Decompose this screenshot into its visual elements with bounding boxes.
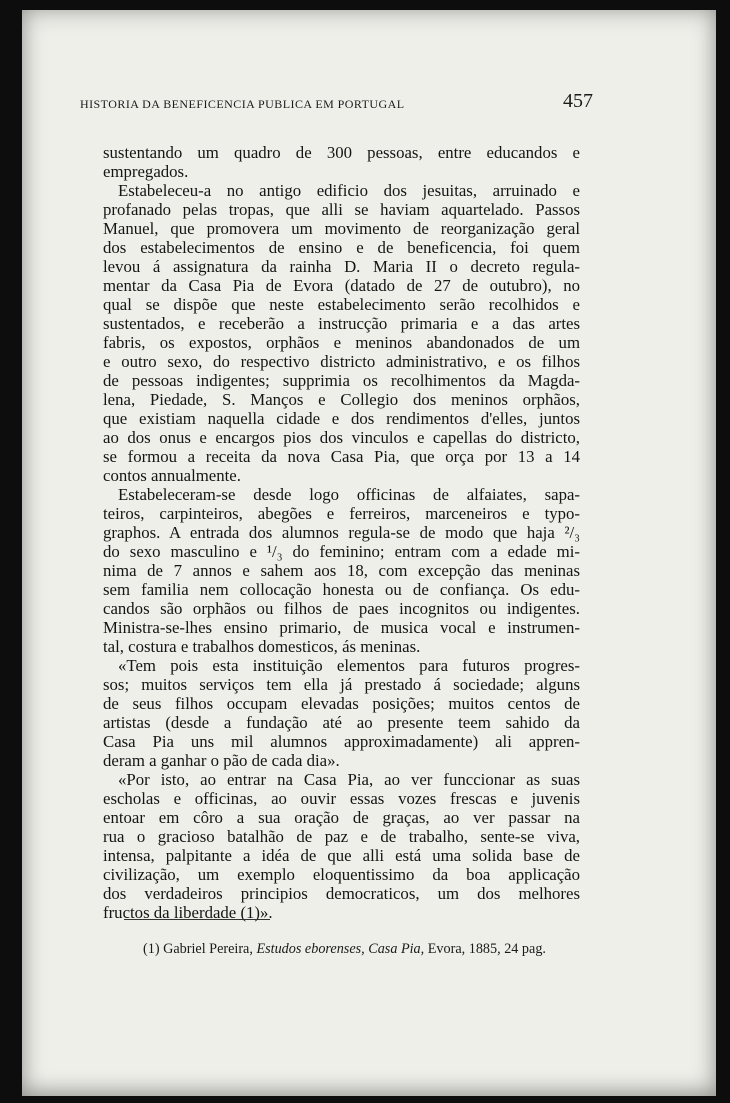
text-line: e outro sexo, do respectivo districto administrativo, e os filhos bbox=[103, 352, 580, 371]
text-line: entoar em côro a sua oração de graças, ao ver passar na bbox=[103, 808, 580, 827]
text-line: qual se dispõe que neste estabelecimento serão recolhidos e bbox=[103, 295, 580, 314]
text-line: Ministra-se-lhes ensino primario, de musica vocal e instrumen- bbox=[103, 618, 580, 637]
text-line: tal, costura e trabalhos domesticos, ás meninas. bbox=[103, 637, 421, 656]
text-line: deram a ganhar o pão de cada dia». bbox=[103, 751, 340, 770]
text-line: levou á assignatura da rainha D. Maria II o decreto regula- bbox=[103, 257, 580, 276]
text-line: dos verdadeiros principios democraticos, um dos melhores bbox=[103, 884, 580, 903]
text-line: profanado pelas tropas, que alli se haviam aquartelado. Passos bbox=[103, 200, 580, 219]
text-line: artistas (desde a fundação até ao presente teem sahido da bbox=[103, 713, 580, 732]
footnote bbox=[143, 941, 546, 958]
text-line: intensa, palpitante a idéa de que alli está uma solida base de bbox=[103, 846, 580, 865]
text-line: de seus filhos occupam elevadas posições; muitos centos de bbox=[103, 694, 580, 713]
text-line: lena, Piedade, S. Manços e Collegio dos meninos orphãos, bbox=[103, 390, 580, 409]
text-line: Estabeleceram-se desde logo officinas de alfaiates, sapa- bbox=[118, 485, 580, 504]
text-line: contos annualmente. bbox=[103, 466, 241, 485]
text-line: rua o gracioso batalhão de paz e de trabalho, sente-se viva, bbox=[103, 827, 580, 846]
text-line: Estabeleceu-a no antigo edificio dos jesuitas, arruinado e bbox=[118, 181, 580, 200]
footnote-divider bbox=[124, 919, 270, 920]
text-line: de pessoas indigentes; supprimia os recolhimentos da Magda- bbox=[103, 371, 580, 390]
text-line: candos são orphãos ou filhos de paes incognitos ou indigentes. bbox=[103, 599, 580, 618]
text-line: civilização, um exemplo eloquentissimo da boa applicação bbox=[103, 865, 580, 884]
page-number: 457 bbox=[563, 90, 593, 112]
text-line: dos estabelecimentos de ensino e de beneficencia, foi quem bbox=[103, 238, 580, 257]
text-line: escholas e officinas, ao ouvir essas vozes frescas e juvenis bbox=[103, 789, 580, 808]
text-line: ao dos onus e encargos pios dos vinculos e capellas do districto, bbox=[103, 428, 580, 447]
text-line: empregados. bbox=[103, 162, 189, 181]
text-line: nima de 7 annos e sahem aos 18, com excepção das meninas bbox=[103, 561, 580, 580]
text-line: se formou a receita da nova Casa Pia, que orça por 13 a 14 bbox=[103, 447, 580, 466]
text-line: que existiam naquella cidade e dos rendimentos d'elles, juntos bbox=[103, 409, 580, 428]
book-page bbox=[22, 10, 716, 1096]
footnote-author: Gabriel Pereira, bbox=[163, 941, 253, 957]
footnote-title: Estudos eborenses, Casa Pia, bbox=[256, 941, 425, 957]
text-line: fructos da liberdade (1)». bbox=[103, 903, 273, 922]
text-line: sem familia nem collocação honesta ou de confiança. Os edu- bbox=[103, 580, 580, 599]
text-line: Casa Pia uns mil alumnos approximadamente) ali appren- bbox=[103, 732, 580, 751]
text-line: sustentando um quadro de 300 pessoas, entre educandos e bbox=[103, 143, 580, 162]
text-line: «Por isto, ao entrar na Casa Pia, ao ver funccionar as suas bbox=[118, 770, 580, 789]
text-line: sustentados, e receberão a instrucção primaria e a das artes bbox=[103, 314, 580, 333]
text-line: fabris, os expostos, orphãos e meninos abandonados de um bbox=[103, 333, 580, 352]
text-line: sos; muitos serviços tem ella já prestado á sociedade; alguns bbox=[103, 675, 580, 694]
text-line: «Tem pois esta instituição elementos para futuros progres- bbox=[118, 656, 580, 675]
footnote-publication: Evora, 1885, 24 pag. bbox=[427, 941, 546, 957]
text-line: do sexo masculino e ¹/₃ do feminino; entram com a edade mi- bbox=[103, 542, 580, 561]
running-head: HISTORIA DA BENEFICENCIA PUBLICA EM PORTUGAL bbox=[80, 97, 405, 111]
text-line: graphos. A entrada dos alumnos regula-se de modo que haja ²/₃ bbox=[103, 523, 580, 542]
text-line: Manuel, que promovera um movimento de reorganização geral bbox=[103, 219, 580, 238]
text-line: teiros, carpinteiros, abegões e ferreiros, marceneiros e typo- bbox=[103, 504, 580, 523]
text-line: mentar da Casa Pia de Evora (datado de 27 de outubro), no bbox=[103, 276, 580, 295]
footnote-marker: (1) bbox=[143, 941, 160, 957]
